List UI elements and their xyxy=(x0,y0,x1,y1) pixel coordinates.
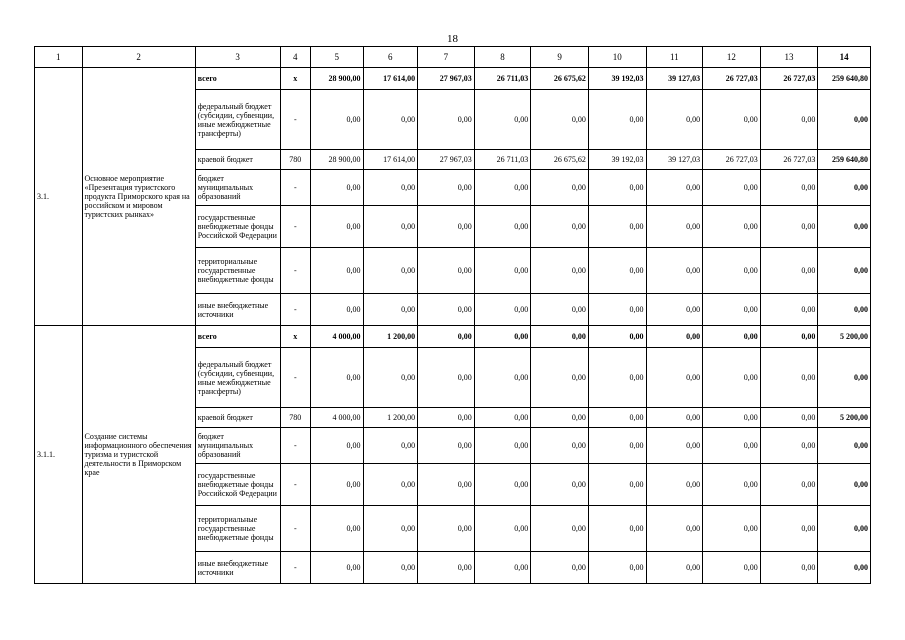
funding-source: федеральный бюджет (субсидии, субвенции, иные межбюджетные трансферты) xyxy=(195,348,280,408)
total-value: 5 200,00 xyxy=(818,326,871,348)
column-header: 9 xyxy=(531,47,589,68)
year-value: 0,00 xyxy=(646,552,703,584)
year-value: 4 000,00 xyxy=(310,326,363,348)
column-header: 12 xyxy=(703,47,761,68)
year-value: 0,00 xyxy=(760,294,818,326)
column-header: 6 xyxy=(363,47,418,68)
total-value: 259 640,80 xyxy=(818,150,871,170)
year-value: 0,00 xyxy=(646,408,703,428)
year-value: 0,00 xyxy=(646,248,703,294)
year-value: 0,00 xyxy=(363,294,418,326)
year-value: 0,00 xyxy=(310,464,363,506)
budget-code: - xyxy=(280,506,310,552)
year-value: 0,00 xyxy=(531,248,589,294)
year-value: 0,00 xyxy=(588,464,646,506)
year-value: 0,00 xyxy=(703,206,761,248)
year-value: 0,00 xyxy=(588,326,646,348)
column-header: 11 xyxy=(646,47,703,68)
year-value: 0,00 xyxy=(418,464,475,506)
column-header: 8 xyxy=(474,47,531,68)
year-value: 0,00 xyxy=(703,552,761,584)
year-value: 39 127,03 xyxy=(646,68,703,90)
year-value: 0,00 xyxy=(760,506,818,552)
year-value: 0,00 xyxy=(418,506,475,552)
section-name: Основное мероприятие «Презентация туристского продукта Приморского края на российском и мировом туристских рынках» xyxy=(82,68,195,326)
section-name: Создание системы информационного обеспечения туризма и туристской деятельности в Приморском крае xyxy=(82,326,195,584)
year-value: 0,00 xyxy=(418,348,475,408)
year-value: 0,00 xyxy=(310,248,363,294)
year-value: 0,00 xyxy=(474,206,531,248)
year-value: 0,00 xyxy=(646,348,703,408)
year-value: 0,00 xyxy=(531,326,589,348)
year-value: 0,00 xyxy=(418,90,475,150)
year-value: 0,00 xyxy=(474,552,531,584)
funding-source: всего xyxy=(195,68,280,90)
column-header: 3 xyxy=(195,47,280,68)
year-value: 0,00 xyxy=(363,552,418,584)
total-value: 0,00 xyxy=(818,506,871,552)
column-header: 13 xyxy=(760,47,818,68)
year-value: 0,00 xyxy=(363,348,418,408)
year-value: 0,00 xyxy=(363,506,418,552)
year-value: 0,00 xyxy=(646,206,703,248)
year-value: 0,00 xyxy=(474,428,531,464)
year-value: 0,00 xyxy=(703,170,761,206)
year-value: 28 900,00 xyxy=(310,150,363,170)
year-value: 0,00 xyxy=(588,506,646,552)
budget-code: - xyxy=(280,464,310,506)
year-value: 39 192,03 xyxy=(588,68,646,90)
budget-table xyxy=(34,46,871,584)
funding-source: бюджет муниципальных образований xyxy=(195,428,280,464)
year-value: 0,00 xyxy=(363,90,418,150)
year-value: 0,00 xyxy=(474,506,531,552)
budget-code: - xyxy=(280,170,310,206)
year-value: 17 614,00 xyxy=(363,68,418,90)
year-value: 0,00 xyxy=(760,248,818,294)
year-value: 26 711,03 xyxy=(474,68,531,90)
column-header: 2 xyxy=(82,47,195,68)
section-code: 3.1.1. xyxy=(35,326,83,584)
year-value: 0,00 xyxy=(310,170,363,206)
total-value: 0,00 xyxy=(818,464,871,506)
year-value: 0,00 xyxy=(703,294,761,326)
year-value: 0,00 xyxy=(531,90,589,150)
funding-source: государственные внебюджетные фонды Российской Федерации xyxy=(195,206,280,248)
year-value: 0,00 xyxy=(310,206,363,248)
year-value: 0,00 xyxy=(646,428,703,464)
year-value: 0,00 xyxy=(760,428,818,464)
year-value: 26 711,03 xyxy=(474,150,531,170)
year-value: 0,00 xyxy=(760,326,818,348)
section-code: 3.1. xyxy=(35,68,83,326)
budget-code: 780 xyxy=(280,150,310,170)
budget-code: - xyxy=(280,552,310,584)
year-value: 0,00 xyxy=(588,408,646,428)
year-value: 0,00 xyxy=(310,428,363,464)
funding-source: иные внебюджетные источники xyxy=(195,294,280,326)
year-value: 0,00 xyxy=(531,552,589,584)
budget-code: x xyxy=(280,68,310,90)
year-value: 27 967,03 xyxy=(418,150,475,170)
year-value: 0,00 xyxy=(760,348,818,408)
year-value: 0,00 xyxy=(531,170,589,206)
year-value: 0,00 xyxy=(418,294,475,326)
year-value: 0,00 xyxy=(474,326,531,348)
year-value: 0,00 xyxy=(703,428,761,464)
year-value: 0,00 xyxy=(310,506,363,552)
year-value: 39 127,03 xyxy=(646,150,703,170)
year-value: 0,00 xyxy=(474,294,531,326)
year-value: 0,00 xyxy=(760,464,818,506)
funding-source: территориальные государственные внебюджетные фонды xyxy=(195,506,280,552)
year-value: 0,00 xyxy=(531,428,589,464)
year-value: 0,00 xyxy=(363,170,418,206)
funding-source: государственные внебюджетные фонды Российской Федерации xyxy=(195,464,280,506)
total-value: 0,00 xyxy=(818,206,871,248)
page-number: 18 xyxy=(447,33,458,45)
year-value: 0,00 xyxy=(703,506,761,552)
year-value: 0,00 xyxy=(588,90,646,150)
year-value: 0,00 xyxy=(531,294,589,326)
year-value: 0,00 xyxy=(646,326,703,348)
year-value: 0,00 xyxy=(310,552,363,584)
year-value: 26 727,03 xyxy=(703,68,761,90)
year-value: 0,00 xyxy=(588,428,646,464)
year-value: 0,00 xyxy=(363,464,418,506)
year-value: 0,00 xyxy=(703,90,761,150)
year-value: 0,00 xyxy=(588,348,646,408)
year-value: 0,00 xyxy=(474,170,531,206)
budget-code: - xyxy=(280,294,310,326)
total-value: 0,00 xyxy=(818,90,871,150)
year-value: 0,00 xyxy=(703,408,761,428)
year-value: 0,00 xyxy=(363,248,418,294)
year-value: 26 727,03 xyxy=(760,68,818,90)
year-value: 0,00 xyxy=(588,170,646,206)
year-value: 0,00 xyxy=(418,428,475,464)
year-value: 28 900,00 xyxy=(310,68,363,90)
total-value: 0,00 xyxy=(818,170,871,206)
year-value: 0,00 xyxy=(760,552,818,584)
year-value: 0,00 xyxy=(363,206,418,248)
column-header: 10 xyxy=(588,47,646,68)
funding-source: иные внебюджетные источники xyxy=(195,552,280,584)
year-value: 26 675,62 xyxy=(531,68,589,90)
year-value: 0,00 xyxy=(310,348,363,408)
year-value: 0,00 xyxy=(531,408,589,428)
budget-code: x xyxy=(280,326,310,348)
table-body xyxy=(35,47,871,584)
year-value: 0,00 xyxy=(363,428,418,464)
year-value: 0,00 xyxy=(474,348,531,408)
total-value: 0,00 xyxy=(818,294,871,326)
year-value: 0,00 xyxy=(418,206,475,248)
year-value: 0,00 xyxy=(646,170,703,206)
funding-source: краевой бюджет xyxy=(195,150,280,170)
funding-source: территориальные государственные внебюджетные фонды xyxy=(195,248,280,294)
total-value: 0,00 xyxy=(818,348,871,408)
year-value: 0,00 xyxy=(474,408,531,428)
year-value: 0,00 xyxy=(703,464,761,506)
table-row xyxy=(35,326,871,348)
funding-source: краевой бюджет xyxy=(195,408,280,428)
year-value: 1 200,00 xyxy=(363,408,418,428)
year-value: 27 967,03 xyxy=(418,68,475,90)
year-value: 0,00 xyxy=(474,90,531,150)
column-header: 5 xyxy=(310,47,363,68)
year-value: 0,00 xyxy=(418,552,475,584)
total-value: 259 640,80 xyxy=(818,68,871,90)
year-value: 0,00 xyxy=(760,90,818,150)
year-value: 0,00 xyxy=(531,506,589,552)
year-value: 17 614,00 xyxy=(363,150,418,170)
year-value: 0,00 xyxy=(588,206,646,248)
year-value: 0,00 xyxy=(531,206,589,248)
column-header: 14 xyxy=(818,47,871,68)
year-value: 0,00 xyxy=(418,326,475,348)
year-value: 26 675,62 xyxy=(531,150,589,170)
year-value: 0,00 xyxy=(310,294,363,326)
total-value: 0,00 xyxy=(818,248,871,294)
year-value: 0,00 xyxy=(310,90,363,150)
budget-code: - xyxy=(280,206,310,248)
year-value: 0,00 xyxy=(588,248,646,294)
budget-code: 780 xyxy=(280,408,310,428)
column-header: 1 xyxy=(35,47,83,68)
year-value: 0,00 xyxy=(418,248,475,294)
year-value: 39 192,03 xyxy=(588,150,646,170)
year-value: 0,00 xyxy=(646,294,703,326)
year-value: 0,00 xyxy=(703,348,761,408)
year-value: 0,00 xyxy=(418,170,475,206)
year-value: 0,00 xyxy=(588,294,646,326)
year-value: 0,00 xyxy=(760,170,818,206)
total-value: 5 200,00 xyxy=(818,408,871,428)
year-value: 26 727,03 xyxy=(703,150,761,170)
year-value: 0,00 xyxy=(703,248,761,294)
year-value: 0,00 xyxy=(760,408,818,428)
year-value: 4 000,00 xyxy=(310,408,363,428)
funding-source: федеральный бюджет (субсидии, субвенции, иные межбюджетные трансферты) xyxy=(195,90,280,150)
year-value: 0,00 xyxy=(531,348,589,408)
year-value: 0,00 xyxy=(418,408,475,428)
funding-source: всего xyxy=(195,326,280,348)
year-value: 0,00 xyxy=(703,326,761,348)
year-value: 0,00 xyxy=(531,464,589,506)
year-value: 0,00 xyxy=(646,506,703,552)
total-value: 0,00 xyxy=(818,552,871,584)
total-value: 0,00 xyxy=(818,428,871,464)
year-value: 0,00 xyxy=(646,464,703,506)
header-row xyxy=(35,47,871,68)
year-value: 1 200,00 xyxy=(363,326,418,348)
year-value: 0,00 xyxy=(474,464,531,506)
column-header: 4 xyxy=(280,47,310,68)
year-value: 0,00 xyxy=(588,552,646,584)
year-value: 0,00 xyxy=(474,248,531,294)
budget-code: - xyxy=(280,248,310,294)
column-header: 7 xyxy=(418,47,475,68)
year-value: 0,00 xyxy=(760,206,818,248)
year-value: 26 727,03 xyxy=(760,150,818,170)
budget-code: - xyxy=(280,90,310,150)
funding-source: бюджет муниципальных образований xyxy=(195,170,280,206)
budget-code: - xyxy=(280,348,310,408)
year-value: 0,00 xyxy=(646,90,703,150)
budget-code: - xyxy=(280,428,310,464)
table-row xyxy=(35,68,871,90)
